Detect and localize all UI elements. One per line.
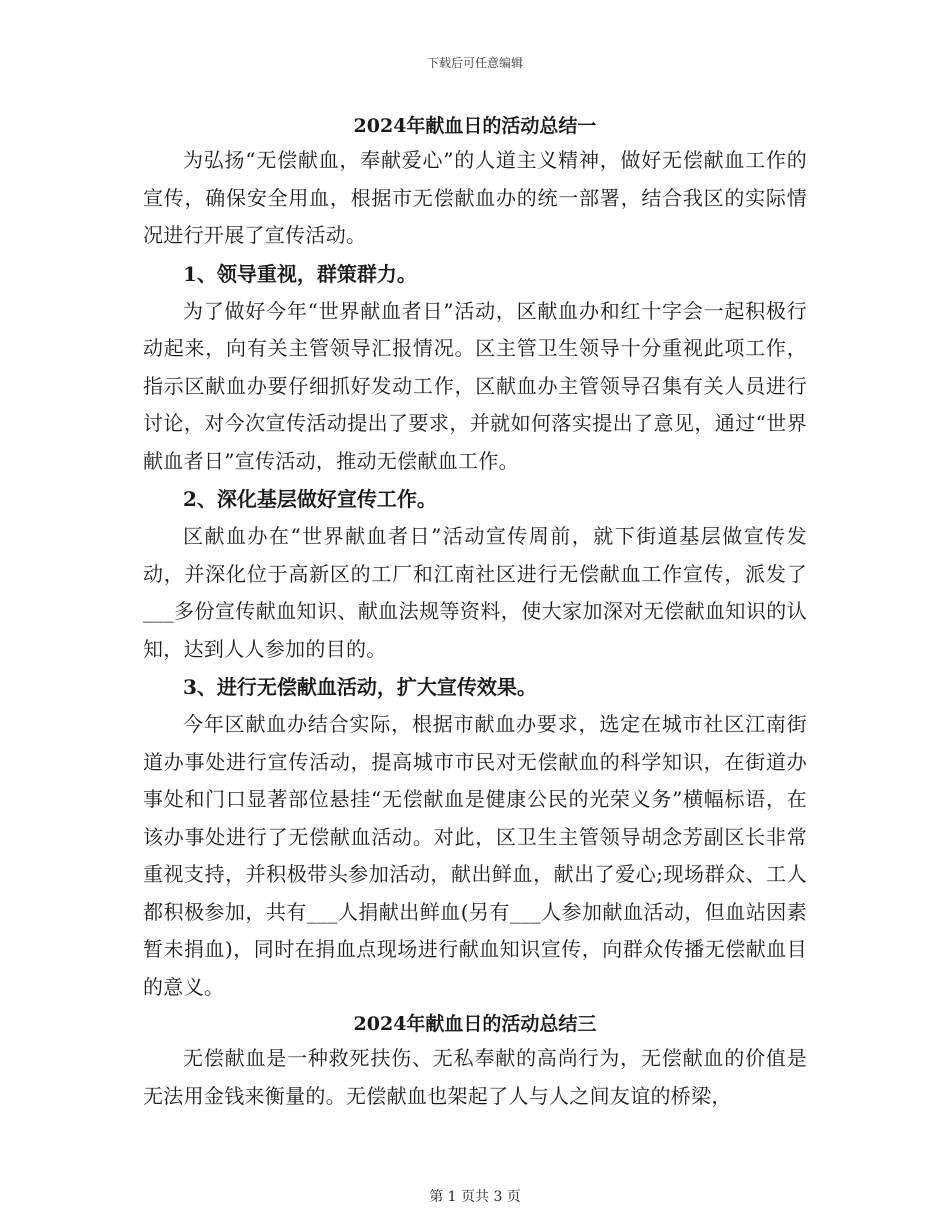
item-body-3: 今年区献血办结合实际，根据市献血办要求，选定在城市社区江南街道办事处进行宣传活动，提高城市市民对无偿献血的科学知识，在街道办事处和门口显著部位悬挂“无偿献血是健康公民的光荣义务”横幅标语，在该办事处进行了无偿献血活动。对此，区卫生主管领导胡念芳副区长非常重视支持，并积极带头参加活动，献出鲜血，献出了爱心;现场群众、工人都积极参加，共有___人捐献出鲜血(另有___人参加献血活动，但血站因素暂未捐血)，同时在捐血点现场进行献血知识宣传，向群众传播无偿献血目的意义。	[143, 712, 807, 999]
item-heading-1: 1、领导重视，群策群力。	[183, 261, 417, 286]
document-body	[143, 110, 807, 1115]
item-heading-3: 3、进行无偿献血活动，扩大宣传效果。	[183, 675, 537, 699]
page-footer: 第 1 页共 3 页	[429, 1189, 521, 1205]
page-header: 下载后可任意编辑	[426, 56, 523, 70]
item-body-1: 为了做好今年“世界献血者日”活动，区献血办和红十字会一起积极行动起来，向有关主管领导汇报情况。区主管卫生领导十分重视此项工作，指示区献血办要仔细抓好发动工作，区献血办主管领导召集有关人员进行讨论，对今次宣传活动提出了要求，并就如何落实提出了意见，通过“世界献血者日”宣传活动，推动无偿献血工作。	[143, 298, 807, 473]
section3-intro-paragraph: 无偿献血是一种救死扶伤、无私奉献的高尚行为，无偿献血的价值是无法用金钱来衡量的。无偿献血也架起了人与人之间友谊的桥梁，	[143, 1046, 807, 1108]
item-heading-2: 2、深化基层做好宣传工作。	[183, 487, 437, 511]
section-title-1: 2024年献血日的活动总结一	[353, 115, 597, 137]
section-title-3: 2024年献血日的活动总结三	[353, 1013, 597, 1035]
intro-paragraph: 为弘扬“无偿献血，奉献爱心”的人道主义精神，做好无偿献血工作的宣传，确保安全用血，根据市无偿献血办的统一部署，结合我区的实际情况进行开展了宣传活动。	[143, 148, 807, 247]
item-body-2: 区献血办在“世界献血者日”活动宣传周前，就下街道基层做宣传发动，并深化位于高新区的工厂和江南社区进行无偿献血工作宣传，派发了___多份宣传献血知识、献血法规等资料，使大家加深对无偿献血知识的认知，达到人人参加的目的。	[143, 524, 807, 661]
